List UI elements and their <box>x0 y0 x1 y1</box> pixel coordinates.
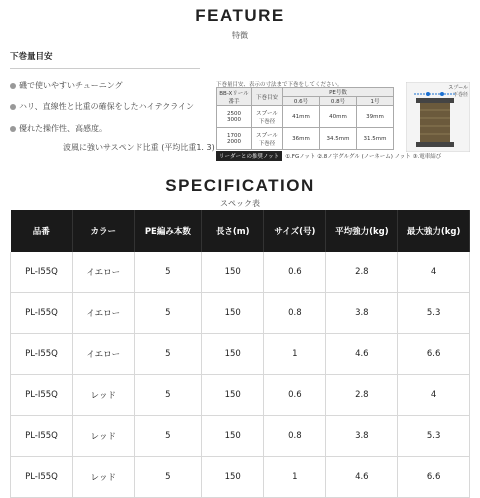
table-row <box>11 416 470 457</box>
spec-subtitle: スペック表 <box>220 199 260 208</box>
cell-size: 0.6 <box>264 375 326 416</box>
cell-part-number: PL-I55Q <box>11 416 73 457</box>
ref-cell: スプール 下巻径 <box>252 106 283 128</box>
ref-cell: 40mm <box>320 106 357 128</box>
ref-header-06: 0.6号 <box>283 97 320 106</box>
cell-avg-strength: 4.6 <box>326 457 398 498</box>
cell-pe-strands: 5 <box>134 375 202 416</box>
cell-max-strength: 6.6 <box>398 334 470 375</box>
cell-max-strength: 4 <box>398 375 470 416</box>
cell-length: 150 <box>202 334 264 375</box>
feature-title: FEATURE <box>195 6 285 25</box>
spec-header-row <box>11 210 470 252</box>
ref-cell: 1700 2000 <box>217 128 252 150</box>
ref-cell: 41mm <box>283 106 320 128</box>
bullet-icon <box>10 126 16 132</box>
feature-bullet: ハリ、直線性と比重の確保をしたハイテクライン <box>10 101 194 112</box>
knot-list: ①.FGノット ②.8ノ字グルグル (ノーネーム) ノット ③.電車結び <box>285 154 442 160</box>
ref-cell: 34.5mm <box>320 128 357 150</box>
feature-bullet: 磯で使いやすいチューニング <box>10 80 123 91</box>
cell-size: 1 <box>264 457 326 498</box>
cell-pe-strands: 5 <box>134 334 202 375</box>
cell-part-number: PL-I55Q <box>11 457 73 498</box>
ref-header-reel: BB-Xリール番手 <box>217 88 252 106</box>
cell-color: イエロー <box>72 334 134 375</box>
cell-length: 150 <box>202 457 264 498</box>
cell-size: 0.6 <box>264 252 326 293</box>
table-row <box>11 293 470 334</box>
header-part-number: 品番 <box>11 210 73 252</box>
cell-avg-strength: 3.8 <box>326 293 398 334</box>
bullet-icon <box>10 104 16 110</box>
header-avg-strength: 平均強力(kg) <box>326 210 398 252</box>
header-length: 長さ(m) <box>202 210 264 252</box>
cell-color: レッド <box>72 416 134 457</box>
ref-header-pe: PE号数 <box>283 88 394 97</box>
cell-max-strength: 4 <box>398 252 470 293</box>
cell-size: 0.8 <box>264 416 326 457</box>
cell-avg-strength: 3.8 <box>326 416 398 457</box>
table-row <box>11 457 470 498</box>
cell-pe-strands: 5 <box>134 293 202 334</box>
spec-title: SPECIFICATION <box>165 176 315 195</box>
table-row <box>11 375 470 416</box>
spool-guide-caption: 下巻量目安、表示の寸法まで下巻をしてください。 <box>216 82 343 88</box>
cell-color: イエロー <box>72 293 134 334</box>
cell-length: 150 <box>202 416 264 457</box>
table-row <box>11 252 470 293</box>
ref-header-guide: 下巻目安 <box>252 88 283 106</box>
spool-diagram-label: スプール 下巻径 <box>448 85 468 98</box>
ref-cell: 2500 3000 <box>217 106 252 128</box>
cell-max-strength: 6.6 <box>398 457 470 498</box>
cell-avg-strength: 2.8 <box>326 252 398 293</box>
knot-label: リーダーとの推奨ノット <box>216 151 282 161</box>
cell-max-strength: 5.3 <box>398 293 470 334</box>
cell-max-strength: 5.3 <box>398 416 470 457</box>
cell-part-number: PL-I55Q <box>11 375 73 416</box>
cell-pe-strands: 5 <box>134 457 202 498</box>
bullet-icon <box>10 83 16 89</box>
section-divider <box>10 68 200 69</box>
section-title: 下巻量目安 <box>10 52 53 62</box>
ref-header-1: 1号 <box>357 97 394 106</box>
ref-cell: 36mm <box>283 128 320 150</box>
cell-avg-strength: 2.8 <box>326 375 398 416</box>
cell-pe-strands: 5 <box>134 416 202 457</box>
cell-color: レッド <box>72 375 134 416</box>
header-pe-strands: PE編み本数 <box>134 210 202 252</box>
cell-color: レッド <box>72 457 134 498</box>
cell-size: 1 <box>264 334 326 375</box>
spool-guide-table <box>216 87 394 150</box>
ref-cell: 31.5mm <box>357 128 394 150</box>
spec-table <box>10 210 470 498</box>
cell-color: イエロー <box>72 252 134 293</box>
knot-recommendation <box>216 151 441 161</box>
cell-part-number: PL-I55Q <box>11 334 73 375</box>
header-max-strength: 最大強力(kg) <box>398 210 470 252</box>
cell-pe-strands: 5 <box>134 252 202 293</box>
feature-bullet: 優れた操作性、高感度。 <box>10 123 107 134</box>
header-size: サイズ(号) <box>264 210 326 252</box>
feature-note: 波風に強いサスペンド比重 (平均比重1. 3) <box>63 143 215 152</box>
header-color: カラー <box>72 210 134 252</box>
cell-length: 150 <box>202 375 264 416</box>
cell-avg-strength: 4.6 <box>326 334 398 375</box>
cell-size: 0.8 <box>264 293 326 334</box>
cell-length: 150 <box>202 293 264 334</box>
ref-header-08: 0.8号 <box>320 97 357 106</box>
cell-part-number: PL-I55Q <box>11 293 73 334</box>
ref-cell: スプール 下巻径 <box>252 128 283 150</box>
table-row <box>11 334 470 375</box>
ref-cell: 39mm <box>357 106 394 128</box>
cell-length: 150 <box>202 252 264 293</box>
cell-part-number: PL-I55Q <box>11 252 73 293</box>
feature-subtitle: 特徴 <box>232 31 248 40</box>
